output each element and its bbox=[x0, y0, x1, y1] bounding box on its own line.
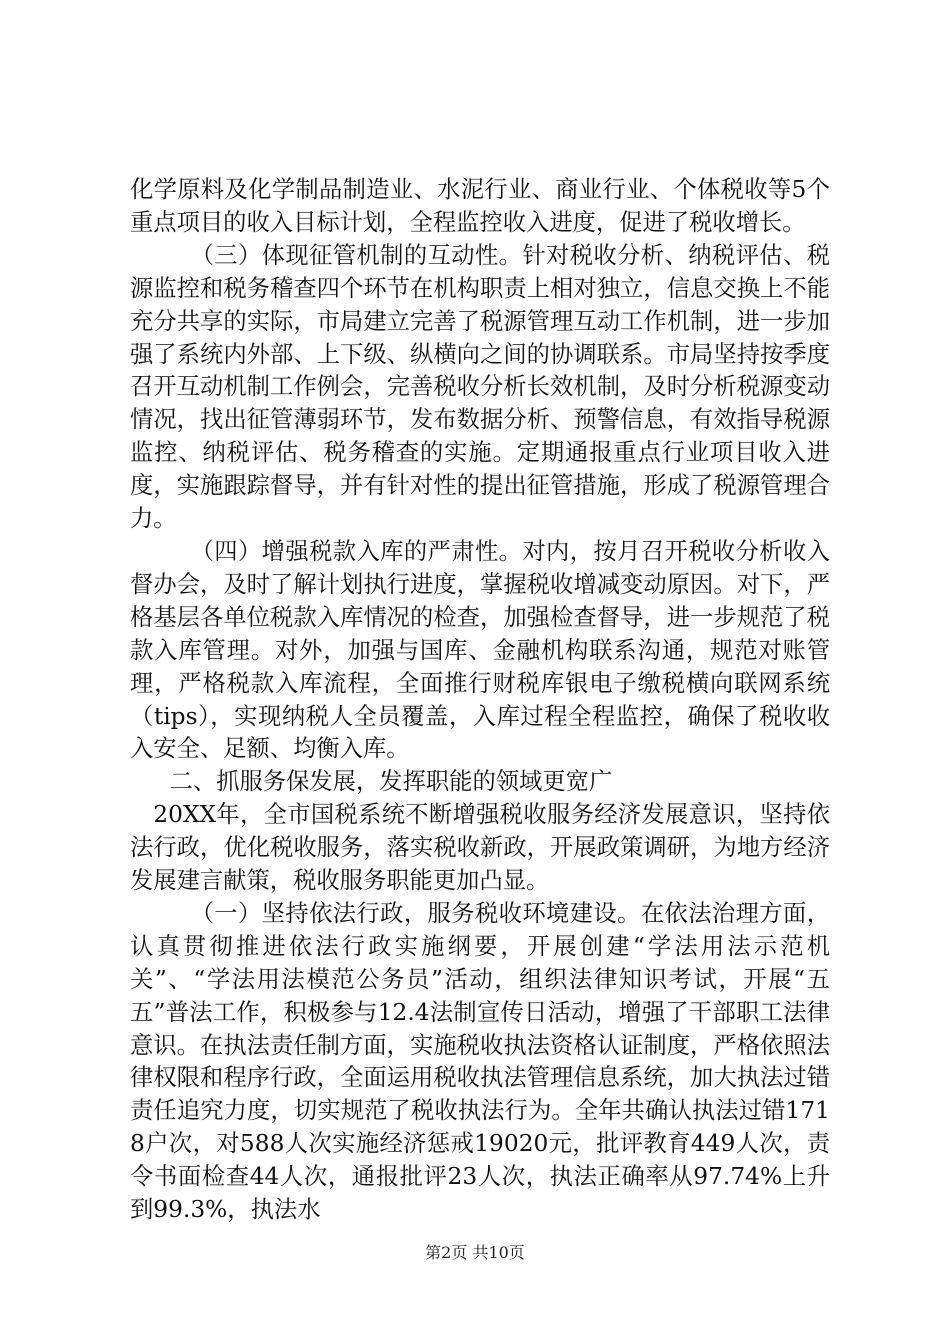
document-body bbox=[130, 174, 830, 1227]
paragraph-intro: 20XX年，全市国税系统不断增强税收服务经济发展意识，坚持依法行政，优化税收服务，落实税收新政，开展政策调研，为地方经济发展建言献策，税收服务职能更加凸显。 bbox=[130, 801, 830, 895]
paragraph-section-3: （三）体现征管机制的互动性。针对税收分析、纳税评估、税源监控和税务稽查四个环节在机构职责上相对独立，信息交换上不能充分共享的实际，市局建立完善了税源管理互动工作机制，进一步加强了系统内外部、上下级、纵横向之间的协调联系。市局坚持按季度召开互动机制工作例会，完善税收分析长效机制，及时分析税源变动情况，找出征管薄弱环节，发布数据分析、预警信息，有效指导税源监控、纳税评估、税务稽查的实施。定期通报重点行业项目收入进度，实施跟踪督导，并有针对性的提出征管措施，形成了税源管理合力。 bbox=[130, 241, 830, 533]
paragraph-continuation: 化学原料及化学制品制造业、水泥行业、商业行业、个体税收等5个重点项目的收入目标计划，全程监控收入进度，促进了税收增长。 bbox=[130, 176, 830, 236]
section-heading-2: 二、抓服务保发展，发挥职能的领域更宽广 bbox=[169, 768, 613, 796]
page-footer: 第2页 共10页 bbox=[425, 1243, 525, 1262]
paragraph-subsection-1: （一）坚持依法行政，服务税收环境建设。在依法治理方面，认真贯彻推进依法行政实施纲要，开展创建“学法用法示范机关”、“学法用法模范公务员”活动，组织法律知识考试，开展“五五”普法工作，积极参与12.4法制宣传日活动，增强了干部职工法律意识。在执法责任制方面，实施税收执法资格认证制度，严格依照法律权限和程序行政，全面运用税收执法管理信息系统，加大执法过错责任追究力度，切实规范了税收执法行为。全年共确认执法过错1718户次，对588人次实施经济惩戒19020元，批评教育449人次，责令书面检查44人次，通报批评23人次，执法正确率从97.74%上升到99.3%，执法水 bbox=[130, 899, 830, 1224]
paragraph-section-4: （四）增强税款入库的严肃性。对内，按月召开税收分析收入督办会，及时了解计划执行进度，掌握税收增减变动原因。对下，严格基层各单位税款入库情况的检查，加强检查督导，进一步规范了税款入库管理。对外，加强与国库、金融机构联系沟通，规范对账管理，严格税款入库流程，全面推行财税库银电子缴税横向联网系统（tips），实现纳税人全员覆盖，入库过程全程监控，确保了税收收入安全、足额、均衡入库。 bbox=[130, 537, 830, 763]
